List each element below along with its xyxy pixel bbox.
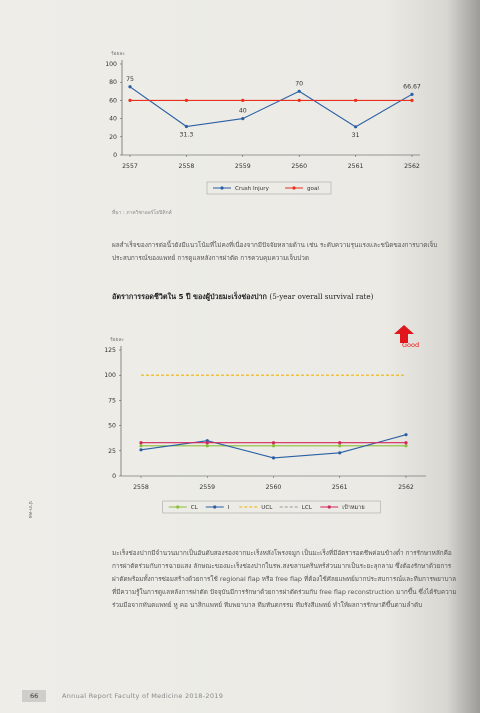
data-point: [139, 448, 142, 451]
x-tick-label: 2560: [265, 484, 282, 491]
data-label: 66.67: [403, 83, 421, 91]
paragraph-1: ผลสำเร็จของการต่อนิ้วยังมีแนวโน้มที่ไม่คงที่เนื่องจากมีปัจจัยหลายด้าน เช่น ระดับความรุนแรงและชนิดของการบาดเจ็บ ประสบการณ์ของแพทย์ การดูแลหลังการผ่าตัด การควบคุมความเจ็บปวด: [112, 241, 438, 262]
y-tick-label: 80: [109, 79, 117, 87]
good-label: Good: [402, 341, 420, 349]
page-number: 66: [22, 690, 46, 702]
side-handwriting: ปาก-คอ: [27, 501, 33, 519]
data-point: [298, 90, 301, 93]
data-point: [272, 456, 275, 459]
data-label: 75: [126, 75, 134, 83]
y-axis-unit: ร้อยละ: [110, 338, 124, 343]
data-point: [139, 441, 142, 444]
legend-marker: [292, 186, 295, 189]
data-point: [185, 99, 188, 102]
legend-label: goal: [307, 186, 319, 192]
crush-injury-chart: [0, 0, 480, 210]
x-tick-label: 2557: [122, 163, 138, 170]
heading-english: (5-year overall survival rate): [269, 292, 374, 301]
data-point: [206, 444, 209, 447]
x-tick-label: 2561: [331, 484, 348, 491]
data-label: 70: [295, 80, 304, 88]
y-tick-label: 25: [108, 447, 116, 455]
footer-text: Annual Report Faculty of Medicine 2018-2019: [62, 692, 224, 700]
data-point: [410, 93, 413, 96]
y-tick-label: 50: [108, 422, 116, 430]
legend-label: เป้าหมาย: [342, 505, 365, 511]
paragraph-2: มะเร็งช่องปากมีจำนวนมากเป็นอันดับสองรองจากมะเร็งหลังโพรงจมูก เป็นมะเร็งที่มีอัตรารอดชีพค่อนข้างต่ำ การรักษาหลักคือการผ่าตัดร่วมกับการฉายแสง ลักษณะของมะเร็งช่องปากในรพ.สงขลานครินทร์ส่วนมากเป็นระยะลุกลาม ซึ่งต้องรักษาด้วยการผ่าตัดพร้อมทั้งการซ่อมสร้างด้วยการใช้ regional flap หรือ free flap ที่ต้องใช้ศัลยแพทย์มากประสบการณ์และทีมการพยาบาลที่มีความรู้ในการดูแลหลังการผ่าตัด ปัจจุบันมีการรักษาด้วยการผ่าตัดร่วมกับ free flap reconstruction มากขึ้น ซึ่งได้รับความร่วมมือจากทันตแพทย์ หู คอ นาสิกแพทย์ ทีมพยาบาล ทีมทันตกรรม ทีมรังสีแพทย์ ทำให้ผลการรักษาดีขึ้นตามลำดับ: [112, 549, 457, 609]
legend-marker: [220, 186, 223, 189]
y-tick-label: 125: [104, 347, 116, 354]
data-point: [272, 444, 275, 447]
page-footer: [0, 690, 480, 704]
data-label: 31: [351, 131, 360, 139]
survival-rate-chart: [0, 300, 480, 520]
y-tick-label: 75: [108, 397, 116, 405]
x-tick-label: 2558: [178, 163, 195, 170]
legend-label: CL: [190, 505, 198, 511]
y-tick-label: 100: [104, 372, 116, 380]
x-tick-label: 2559: [234, 163, 251, 170]
data-point: [404, 444, 407, 447]
data-point: [298, 99, 301, 102]
legend-label: I: [227, 505, 230, 511]
data-point: [354, 125, 357, 128]
x-tick-label: 2562: [398, 484, 414, 491]
series-line: [130, 87, 412, 127]
legend-marker: [213, 505, 216, 508]
data-point: [185, 125, 188, 128]
x-tick-label: 2559: [199, 484, 216, 491]
x-tick-label: 2562: [404, 163, 420, 170]
data-point: [410, 99, 413, 102]
y-tick-label: 40: [109, 115, 117, 123]
x-tick-label: 2558: [133, 484, 149, 491]
legend-label: LCL: [301, 505, 312, 511]
y-tick-label: 60: [109, 97, 117, 105]
data-label: 40: [238, 107, 247, 115]
legend-label: UCL: [261, 505, 273, 511]
y-tick-label: 0: [112, 473, 116, 480]
x-tick-label: 2561: [347, 163, 364, 170]
data-point: [338, 441, 341, 444]
legend-label: Crush Injury: [235, 186, 269, 192]
data-point: [241, 117, 244, 120]
y-tick-label: 100: [105, 61, 117, 68]
data-point: [404, 433, 407, 436]
heading-thai: อัตราการรอดชีวิตใน 5 ปี ของผู้ป่วยมะเร็งช่องปาก: [112, 292, 267, 301]
data-point: [206, 441, 209, 444]
source-note: ที่มา : ภาควิชาออร์โธปิดิกส์: [112, 210, 172, 216]
x-tick-label: 2560: [291, 163, 308, 170]
data-point: [338, 451, 341, 454]
y-tick-label: 20: [109, 133, 117, 141]
data-point: [128, 99, 131, 102]
data-point: [139, 444, 142, 447]
data-point: [404, 441, 407, 444]
y-tick-label: 0: [113, 152, 117, 159]
data-label: 31.3: [179, 131, 194, 139]
legend-marker: [328, 505, 331, 508]
legend-marker: [176, 505, 179, 508]
data-point: [272, 441, 275, 444]
data-point: [241, 99, 244, 102]
data-point: [354, 99, 357, 102]
data-point: [128, 85, 131, 88]
y-axis-unit: ร้อยละ: [111, 52, 125, 57]
data-point: [338, 444, 341, 447]
